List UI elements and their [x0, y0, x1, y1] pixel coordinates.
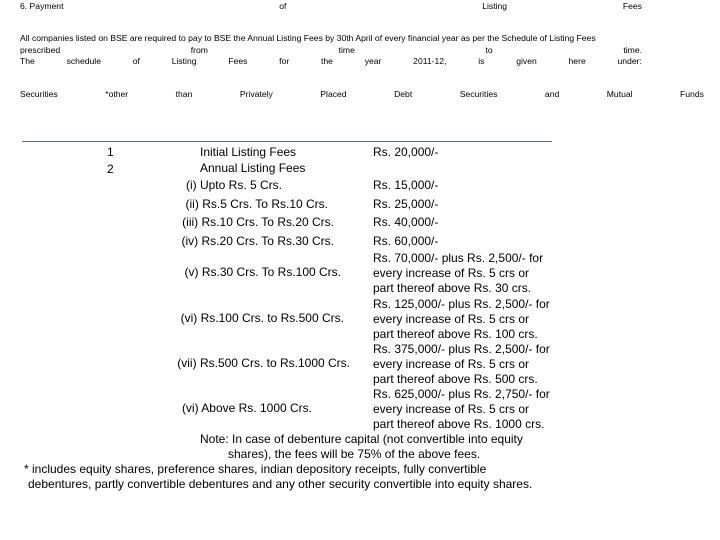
intro-word: of — [132, 56, 140, 66]
slab-label — [122, 215, 334, 229]
securities-word: Funds — [680, 89, 704, 99]
intro-word: Fees — [228, 56, 248, 66]
slab-range: Above Rs. 1000 Crs. — [201, 401, 312, 415]
initial-fee-label: Initial Listing Fees — [200, 145, 297, 159]
slab-range: Rs.500 Crs. to Rs.1000 Crs. — [199, 356, 350, 370]
intro-word: is — [478, 56, 485, 66]
intro-word: for — [279, 56, 290, 66]
intro-line-2 — [20, 45, 642, 55]
slab-roman: (v) — [184, 265, 199, 279]
slab-label — [122, 178, 282, 192]
slab-amount — [373, 297, 550, 342]
intro-word: 2011-12, — [413, 56, 447, 66]
slab-amount-line: Rs. 125,000/- plus Rs. 2,500/- for — [373, 297, 550, 311]
slab-amount-line: Rs. 60,000/- — [373, 234, 439, 248]
intro-word: to — [485, 45, 493, 55]
intro-word: the — [320, 56, 333, 66]
slab-label — [122, 401, 312, 415]
slab-amount — [373, 197, 438, 212]
securities-word: Placed — [320, 89, 347, 99]
securities-footnote — [24, 462, 532, 492]
intro-word: Listing — [171, 56, 197, 66]
slab-range: Rs.5 Crs. To Rs.10 Crs. — [202, 197, 328, 211]
slab-amount — [373, 234, 438, 249]
intro-word: year — [364, 56, 382, 66]
securities-word: than — [175, 89, 193, 99]
slab-range: Upto Rs. 5 Crs. — [199, 178, 282, 192]
slab-range: Rs.10 Crs. To Rs.20 Crs. — [201, 215, 334, 229]
securities-word: Securities — [20, 89, 58, 99]
slab-amount-line: part thereof above Rs. 100 crs. — [373, 327, 538, 341]
heading-word: Listing — [482, 1, 508, 11]
securities-word: Debt — [394, 89, 413, 99]
slab-amount-line: Rs. 25,000/- — [373, 197, 439, 211]
slab-roman: (i) — [185, 178, 197, 192]
footnote-line: debentures, partly convertible debentures and any other security convertible into equity shares. — [28, 477, 533, 491]
intro-word: from — [190, 45, 208, 55]
securities-word: *other — [105, 89, 129, 99]
intro-line-3 — [20, 56, 642, 66]
row-number: 1 — [107, 145, 114, 159]
initial-fee-amount: Rs. 20,000/- — [373, 145, 439, 159]
securities-word: Securities — [459, 89, 498, 99]
slab-amount-line: every increase of Rs. 5 crs or — [373, 357, 530, 371]
intro-word: time. — [623, 45, 642, 55]
intro-word: under: — [617, 56, 642, 66]
slab-label — [122, 311, 344, 325]
slab-amount-line: every increase of Rs. 5 crs or — [373, 402, 530, 416]
heading-word: of — [279, 1, 287, 11]
securities-word: Mutual — [606, 89, 633, 99]
securities-word: and — [544, 89, 560, 99]
annual-fee-label: Annual Listing Fees — [200, 161, 306, 175]
slab-range: Rs.30 Crs. To Rs.100 Crs. — [201, 265, 341, 279]
slab-roman: (iii) — [182, 215, 199, 229]
note-line: shares), the fees will be 75% of the above fees. — [228, 447, 481, 461]
slab-amount — [373, 251, 543, 296]
note-line: Note: In case of debenture capital (not convertible into equity — [200, 432, 523, 446]
intro-word: prescribed — [20, 45, 61, 55]
securities-word: Privately — [239, 89, 273, 99]
slab-label — [122, 197, 328, 211]
row-number: 2 — [107, 162, 114, 176]
slab-amount-line: Rs. 625,000/- plus Rs. 2,750/- for — [373, 387, 550, 401]
securities-line — [20, 89, 704, 99]
intro-word: given — [516, 56, 537, 66]
slab-amount-line: part thereof above Rs. 30 crs. — [373, 281, 532, 295]
slab-amount — [373, 342, 550, 387]
slab-roman: (ii) — [185, 197, 199, 211]
slab-amount-line: Rs. 15,000/- — [373, 178, 439, 192]
slab-range: Rs.20 Crs. To Rs.30 Crs. — [201, 234, 334, 248]
intro-word: here — [568, 56, 586, 66]
slab-amount — [373, 387, 550, 432]
slab-label — [122, 234, 334, 248]
footnote-line: * includes equity shares, preference shares, indian depository receipts, fully convertible — [24, 462, 487, 476]
slab-amount — [373, 178, 438, 193]
intro-word: schedule — [66, 56, 101, 66]
slab-amount-line: Rs. 70,000/- plus Rs. 2,500/- for — [373, 251, 544, 265]
debenture-note — [200, 432, 523, 462]
slab-roman: (vii) — [177, 356, 197, 370]
heading-word: 6. Payment — [20, 1, 64, 11]
slab-amount-line: part thereof above Rs. 1000 crs. — [373, 417, 545, 431]
intro-line-1: All companies listed on BSE are required to pay to BSE the Annual Listing Fees by 30th April of every financial year as per the Schedule of Listing Fees — [20, 33, 596, 43]
intro-word: The — [20, 56, 35, 66]
slab-range: Rs.100 Crs. to Rs.500 Crs. — [200, 311, 344, 325]
slab-amount-line: Rs. 40,000/- — [373, 215, 439, 229]
section-heading — [20, 1, 642, 11]
slab-amount — [373, 215, 438, 230]
slab-amount-line: Rs. 375,000/- plus Rs. 2,500/- for — [373, 342, 550, 356]
slab-label — [122, 356, 350, 370]
slab-roman: (iv) — [181, 234, 199, 248]
table-top-rule — [22, 141, 552, 142]
slab-roman: (vi) — [181, 401, 199, 415]
slab-roman: (vi) — [180, 311, 198, 325]
slab-label — [122, 265, 341, 279]
heading-word: Fees — [622, 1, 642, 11]
intro-word: time — [338, 45, 355, 55]
slab-amount-line: every increase of Rs. 5 crs or — [373, 312, 530, 326]
slab-amount-line: part thereof above Rs. 500 crs. — [373, 372, 538, 386]
slab-amount-line: every increase of Rs. 5 crs or — [373, 266, 530, 280]
